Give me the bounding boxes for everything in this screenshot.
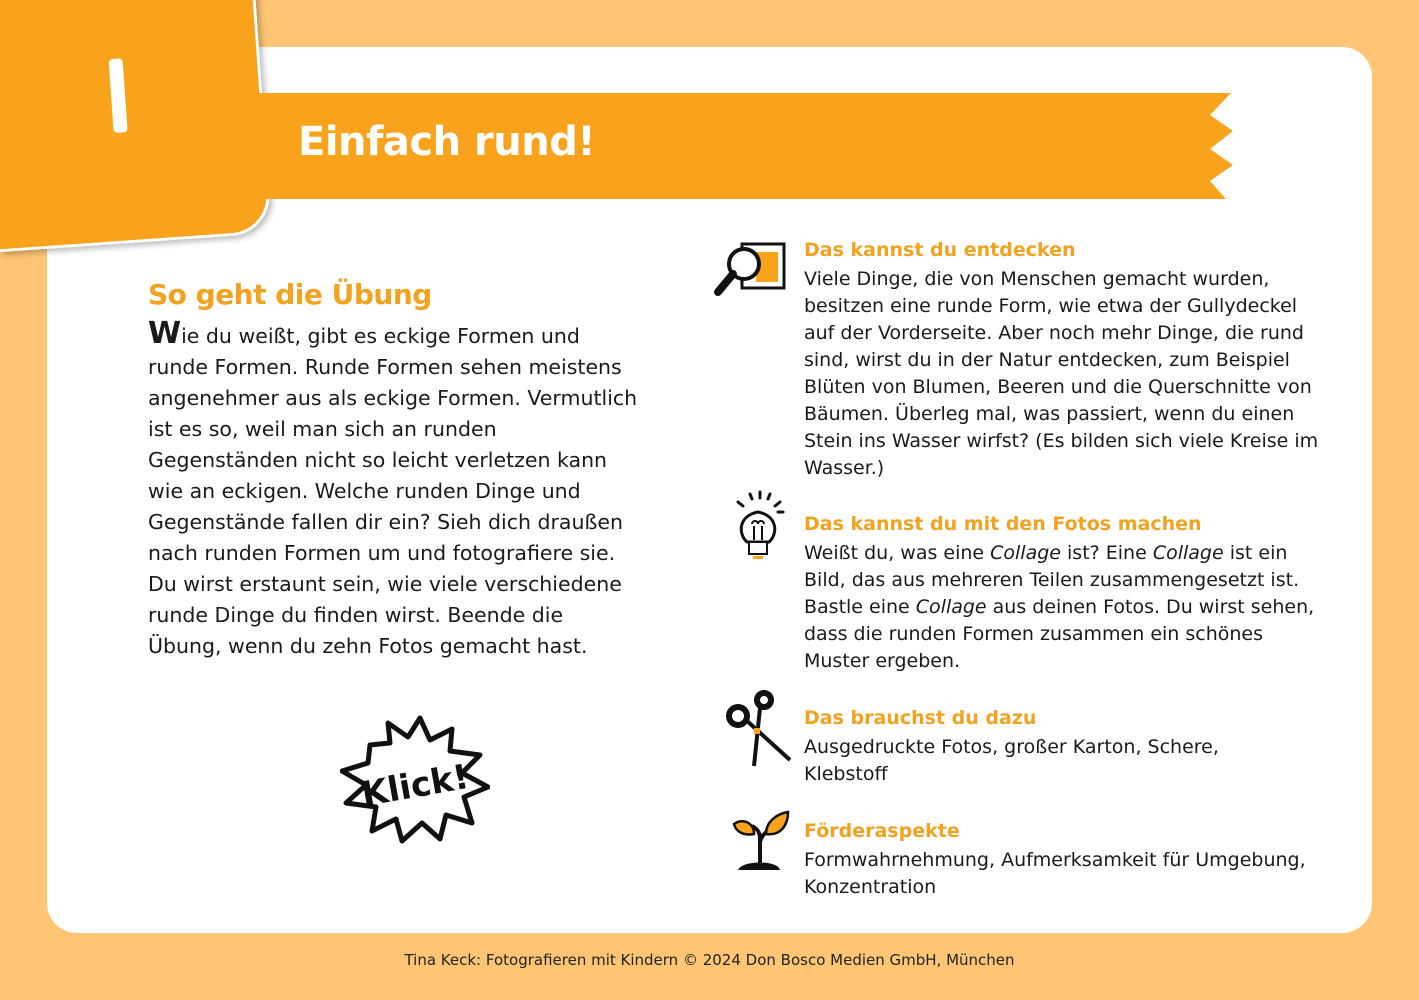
sprout-icon bbox=[732, 810, 792, 876]
scissors-icon bbox=[724, 690, 794, 772]
section-photos bbox=[804, 512, 1324, 675]
section-heading: Das kannst du mit den Fotos machen bbox=[804, 513, 1202, 535]
instructions-heading: So geht die Übung bbox=[148, 278, 432, 311]
section-goals bbox=[804, 819, 1324, 901]
instructions-body: Wie du weißt, gibt es eckige Formen und runde Formen. Runde Formen sehen meistens angenehmer aus als eckige Formen. Vermutlich ist es so, weil man sich an runden Gegenständen nicht so leicht verletzen kann wie an eckigen. Welche runden Dinge und Gegenstände fallen dir ein? Sieh dich draußen nach runden Formen um und fotografiere sie. Du wirst erstaunt sein, wie viele verschiedene runde Dinge du finden wirst. Beende die Übung, wenn du zehn Fotos gemacht hast. bbox=[148, 316, 638, 658]
title-banner bbox=[248, 93, 1233, 199]
section-body: Viele Dinge, die von Menschen gemacht wurden, besitzen eine runde Form, wie etwa der Gullydeckel auf der Vorderseite. Aber noch mehr Dinge, die rund sind, wirst du in der Natur entdecken, zum Beispiel Blüten von Blumen, Beeren und die Querschnitte von Bäumen. Überleg mal, was passiert, wenn du einen Stein ins Wasser wirfst? (Es bilden sich viele Kreise im Wasser.) bbox=[804, 268, 1319, 479]
section-body: Weißt du, was eine Collage ist? Eine Collage ist ein Bild, das aus mehreren Teilen zusammengesetzt ist. Bastle eine Collage aus deinen Fotos. Du wirst sehen, dass die runden Formen zusammen ein schönes Muster ergeben. bbox=[804, 542, 1315, 672]
page-title: Einfach rund! bbox=[298, 119, 596, 165]
copyright-footer: Tina Keck: Fotografieren mit Kindern © 2024 Don Bosco Medien GmbH, München bbox=[404, 951, 1015, 969]
section-heading: Das brauchst du dazu bbox=[804, 707, 1037, 729]
section-materials bbox=[804, 706, 1324, 788]
section-body: Formwahrnehmung, Aufmerksamkeit für Umgebung, Konzentration bbox=[804, 849, 1306, 898]
section-heading: Förderaspekte bbox=[804, 820, 960, 842]
chapter-number-marker bbox=[109, 58, 128, 133]
instructions-section bbox=[148, 278, 638, 662]
dropcap: W bbox=[148, 316, 182, 351]
section-discover bbox=[804, 238, 1324, 482]
section-heading: Das kannst du entdecken bbox=[804, 239, 1076, 261]
section-body: Ausgedruckte Fotos, großer Karton, Schere, Klebstoff bbox=[804, 736, 1219, 785]
lightbulb-icon bbox=[728, 490, 788, 566]
svg-text:Klick!: Klick! bbox=[358, 756, 472, 816]
chapter-tab bbox=[0, 0, 272, 252]
klick-sticker bbox=[340, 715, 490, 849]
magnifier-icon bbox=[712, 240, 788, 306]
